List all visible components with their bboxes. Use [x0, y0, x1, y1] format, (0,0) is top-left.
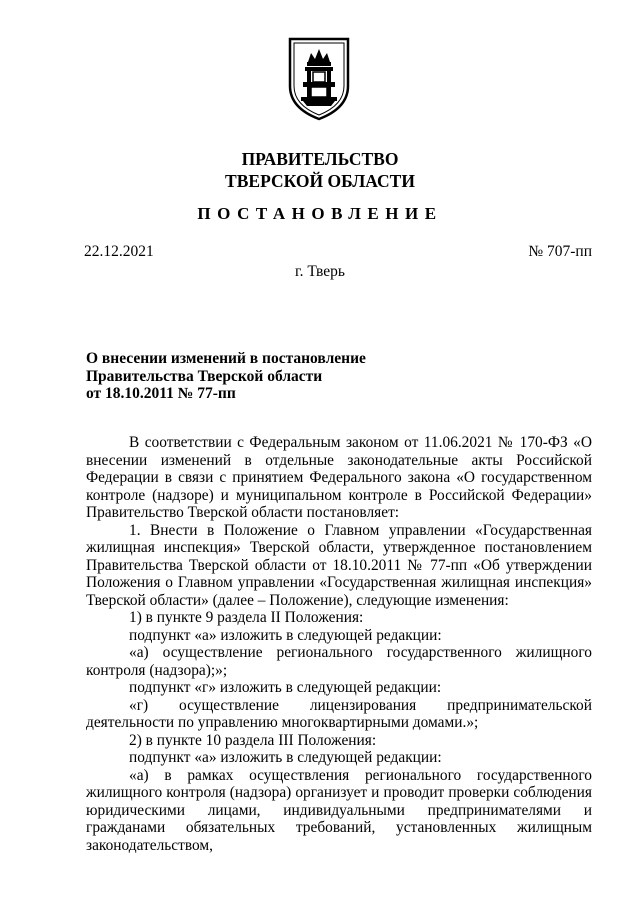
- coat-of-arms-emblem: [287, 36, 351, 122]
- item-1-1-g-text: «г) осуществление лицензирования предпринимательской деятельности по управлению многоквартирными домами.»;: [86, 696, 592, 731]
- document-type-title: ПОСТАНОВЛЕНИЕ: [197, 204, 443, 223]
- subject-line2: Правительства Тверской области: [86, 367, 323, 385]
- organization-name-line2: ТВЕРСКОЙ ОБЛАСТИ: [225, 171, 415, 191]
- document-body: [86, 434, 592, 854]
- organization-name-line1: ПРАВИТЕЛЬСТВО: [241, 149, 399, 169]
- item-1-1-a-intro: подпункт «а» изложить в следующей редакции:: [129, 626, 442, 644]
- item-1-1-g-intro: подпункт «г» изложить в следующей редакции:: [129, 679, 442, 696]
- item-1-1-a-text: «а) осуществление регионального государственного жилищного контроля (надзора);»;: [86, 644, 592, 679]
- item-1-2-a-intro: подпункт «а» изложить в следующей редакции:: [129, 749, 442, 766]
- item-1-2-paragraph: 2) в пункте 10 раздела III Положения:: [129, 731, 377, 749]
- document-number: № 707-пп: [528, 243, 592, 260]
- subject-line3: от 18.10.2011 № 77-пп: [86, 385, 236, 402]
- item-1-1-paragraph: 1) в пункте 9 раздела II Положения:: [129, 609, 364, 626]
- document-date: 22.12.2021: [84, 243, 154, 260]
- document-subject: [86, 350, 366, 403]
- item-1-2-a-text: «а) в рамках осуществления регионального государственного жилищного контроля (надзора) организует и проводит проверки соблюдения юридическими лицами, индивидуальными предпринимателями и гражданами обязательных требований, установленных жилищным законодательством,: [86, 766, 592, 854]
- subject-line1: О внесении изменений в постановление: [86, 350, 366, 367]
- document-city: г. Тверь: [295, 263, 345, 280]
- intro-paragraph: В соответствии с Федеральным законом от 11.06.2021 № 170-ФЗ «О внесении изменений в отдельные законодательные акты Российской Федерации в связи с принятием Федерального закона «О государственном контроле (надзоре) и муниципальном контроле в Российской Федерации» Правительство Тверской области постановляет:: [86, 434, 592, 521]
- item-1-paragraph: 1. Внести в Положение о Главном управлении «Государственная жилищная инспекция» Тверской области, утвержденное постановлением Правительства Тверской области от 18.10.2011 № 77-пп «Об утверждении Положения о Главном управлении «Государственная жилищная инспекция» Тверской области» (далее – Положение), следующие изменения:: [86, 521, 592, 609]
